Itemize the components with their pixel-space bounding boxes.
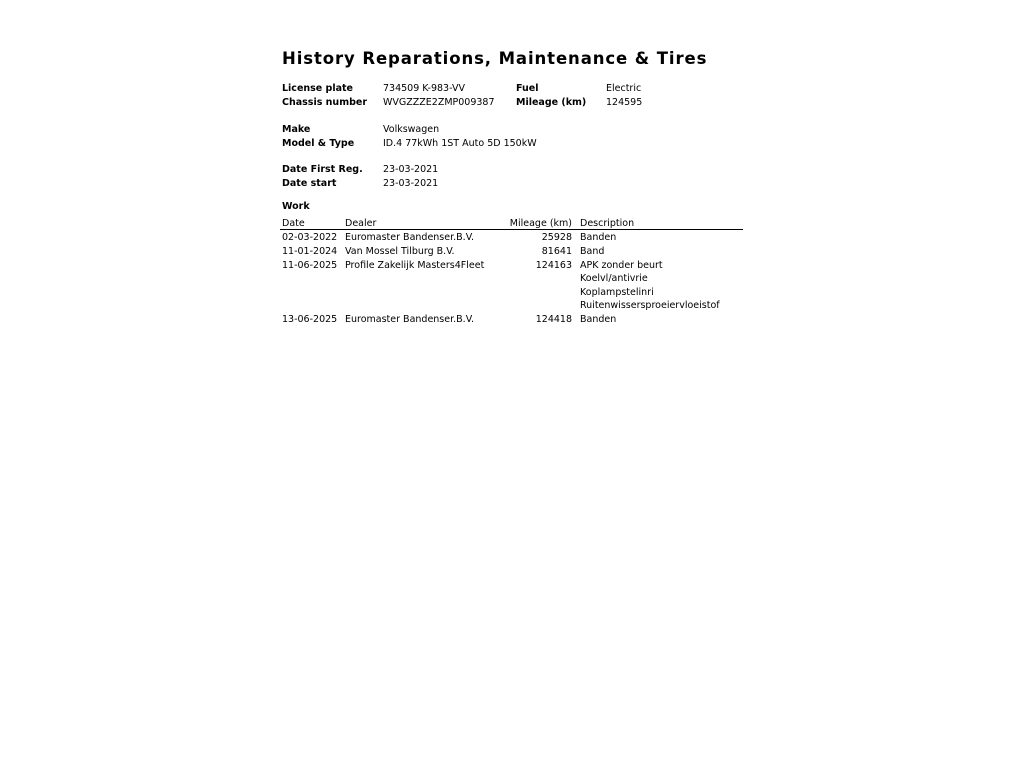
row-1-dealer: Euromaster Bandenser.B.V. <box>345 232 474 243</box>
row-3-description-4: Ruitenwissersproeiervloeistof <box>580 300 720 311</box>
row-4-dealer: Euromaster Bandenser.B.V. <box>345 314 474 325</box>
page-title: History Reparations, Maintenance & Tires <box>282 49 708 68</box>
make-label: Make <box>282 124 311 135</box>
model-label: Model & Type <box>282 138 355 149</box>
row-4-date: 13-06-2025 <box>282 314 338 325</box>
date-start-label: Date start <box>282 178 337 189</box>
first-reg-value: 23-03-2021 <box>383 164 439 175</box>
mileage-value: 124595 <box>606 97 643 108</box>
row-3-description-1: APK zonder beurt <box>580 260 663 271</box>
model-value: ID.4 77kWh 1ST Auto 5D 150kW <box>383 138 537 149</box>
row-2-dealer: Van Mossel Tilburg B.V. <box>345 246 455 257</box>
column-header-date: Date <box>282 218 305 229</box>
row-1-mileage: 25928 <box>541 232 572 243</box>
row-1-description: Banden <box>580 232 617 243</box>
row-2-mileage: 81641 <box>541 246 572 257</box>
column-header-description: Description <box>580 218 635 229</box>
row-1-date: 02-03-2022 <box>282 232 338 243</box>
row-2-date: 11-01-2024 <box>282 246 338 257</box>
date-start-value: 23-03-2021 <box>383 178 439 189</box>
fuel-value: Electric <box>606 83 642 94</box>
column-header-mileage: Mileage (km) <box>509 218 572 229</box>
work-heading: Work <box>282 201 310 212</box>
license-plate-label: License plate <box>282 83 354 94</box>
row-4-description: Banden <box>580 314 617 325</box>
row-2-description: Band <box>580 246 605 257</box>
row-3-description-2: Koelvl/antivrie <box>580 273 648 284</box>
column-header-dealer: Dealer <box>345 218 377 229</box>
row-3-mileage: 124163 <box>535 260 572 271</box>
mileage-label: Mileage (km) <box>516 97 587 108</box>
fuel-label: Fuel <box>516 83 539 94</box>
first-reg-label: Date First Reg. <box>282 164 363 175</box>
row-3-description-3: Koplampstelinri <box>580 287 654 298</box>
chassis-label: Chassis number <box>282 97 368 108</box>
table-header-rule <box>280 229 743 230</box>
make-value: Volkswagen <box>383 124 440 135</box>
row-3-dealer: Profile Zakelijk Masters4Fleet <box>345 260 485 271</box>
license-plate-value: 734509 K-983-VV <box>383 83 465 94</box>
row-3-date: 11-06-2025 <box>282 260 338 271</box>
chassis-value: WVGZZZE2ZMP009387 <box>383 97 495 108</box>
row-4-mileage: 124418 <box>535 314 572 325</box>
